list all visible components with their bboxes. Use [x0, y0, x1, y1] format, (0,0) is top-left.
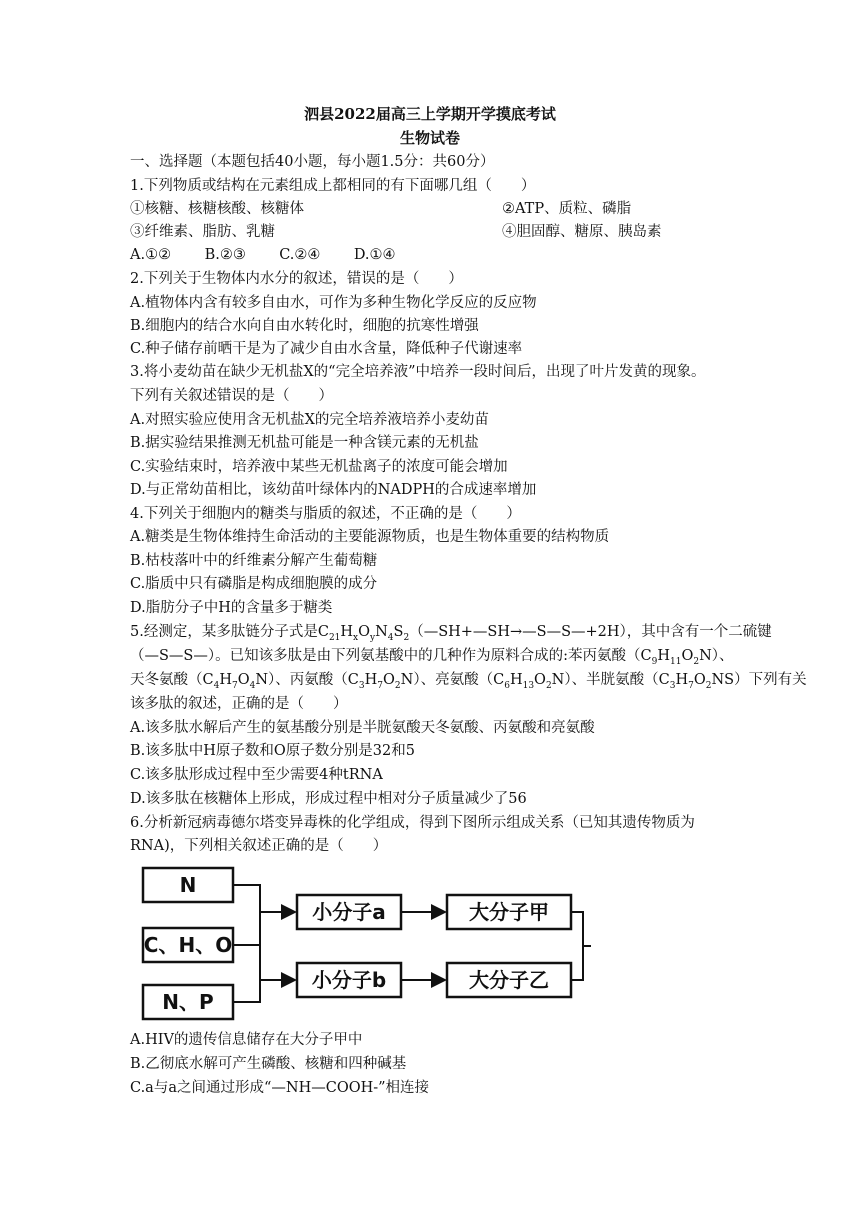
q1-stem: 1.下列物质或结构在元素组成上都相同的有下面哪几组（ ） [130, 178, 536, 194]
q1-option-a: A.①② [130, 247, 172, 263]
q1-items-row2 [130, 222, 750, 242]
q5-stem-line4: 该多肽的叙述，正确的是（ ） [130, 696, 348, 712]
q5-option-c: C.该多肽形成过程中至少需要4种tRNA [130, 767, 383, 783]
q5-option-d: D.该多肽在核糖体上形成，形成过程中相对分子质量减少了56 [130, 791, 527, 807]
diagram-label-cho: C、H、O [143, 933, 233, 957]
q3-option-d: D.与正常幼苗相比，该幼苗叶绿体内的NADPH的合成速率增加 [130, 482, 537, 498]
diagram-label-big-yi: 大分子乙 [469, 968, 549, 992]
q5-stem-line1: 5.经测定，某多肽链分子式是$C_{21}H_xO_yN_4S_2(—SH+—SH\to—S—S—+2H)$，其中含有一个二硫键 [130, 624, 772, 643]
diagram-label-small-a: 小分子a [312, 900, 386, 924]
q3-stem-line1: 3.将小麦幼苗在缺少无机盐X的“完全培养液”中培养一段时间后，出现了叶片发黄的现象。 [130, 364, 706, 380]
q1-options [130, 245, 750, 265]
q1-option-d: D.①④ [353, 247, 396, 263]
q1-option-b: B.②③ [204, 247, 246, 263]
exam-title: 泗县2022届高三上学期开学摸底考试 [304, 105, 556, 123]
q1-item-2: ②ATP、质粒、磷脂 [502, 201, 632, 217]
q5-stem-line3: 天冬氨酸$(C_4H_7O_4N)$、丙氨酸$(C_3H_7O_2N)$、亮氨酸$(C_6H_{13}O_2N)$、半胱氨酸$(C_3H_7O_2NS)$下列有关 [130, 672, 807, 691]
q1-items-row1 [130, 199, 750, 219]
q4-option-d: D.脂肪分子中H的含量多于糖类 [130, 600, 333, 616]
q1-item-1: ①核糖、核糖核酸、核糖体 [130, 201, 304, 217]
exam-subtitle: 生物试卷 [399, 129, 460, 147]
q1-option-c: C.②④ [279, 247, 321, 263]
diagram-label-big-jia: 大分子甲 [469, 900, 549, 924]
q6-option-c: C.a与a之间通过形成“—NH—COOH-”相连接 [130, 1080, 430, 1096]
q5-stem-line2: （—S—S—）。已知该多肽是由下列氨基酸中的几种作为原料合成的:苯丙氨酸$(C_9H_{11}O_2N)$、 [130, 648, 734, 667]
q6-option-a: A.HIV的遗传信息储存在大分子甲中 [130, 1032, 363, 1048]
q3-option-b: B.据实验结果推测无机盐可能是一种含镁元素的无机盐 [130, 435, 479, 451]
q2-stem: 2.下列关于生物体内水分的叙述，错误的是（ ） [130, 271, 463, 287]
q3-option-c: C.实验结束时，培养液中某些无机盐离子的浓度可能会增加 [130, 459, 508, 475]
section-heading: 一、选择题（本题包括40小题，每小题1.5分：共60分） [130, 154, 495, 170]
q1-item-3: ③纤维素、脂肪、乳糖 [130, 224, 275, 240]
q1-item-4: ④胆固醇、糖原、胰岛素 [502, 224, 662, 240]
q4-option-b: B.枯枝落叶中的纤维素分解产生葡萄糖 [130, 553, 378, 569]
diagram-label-n: N [179, 873, 197, 897]
q6-option-b: B.乙彻底水解可产生磷酸、核糖和四种碱基 [130, 1056, 407, 1072]
q4-option-c: C.脂质中只有磷脂是构成细胞膜的成分 [130, 576, 378, 592]
q6-stem-line1: 6.分析新冠病毒德尔塔变异毒株的化学组成，得到下图所示组成关系（已知其遗传物质为 [130, 815, 695, 831]
q4-stem: 4.下列关于细胞内的糖类与脂质的叙述，不正确的是（ ） [130, 506, 521, 522]
q3-stem-line2: 下列有关叙述错误的是（ ） [130, 388, 333, 404]
q5-option-b: B.该多肽中H原子数和O原子数分别是32和5 [130, 743, 415, 759]
q2-option-b: B.细胞内的结合水向自由水转化时，细胞的抗寒性增强 [130, 318, 479, 334]
q5-option-a: A.该多肽水解后产生的氨基酸分别是半胱氨酸天冬氨酸、丙氨酸和亮氨酸 [130, 720, 595, 736]
diagram-label-np: N、P [162, 990, 214, 1014]
composition-diagram [135, 858, 595, 1028]
diagram-label-small-b: 小分子b [311, 968, 387, 992]
q4-option-a: A.糖类是生物体维持生命活动的主要能源物质，也是生物体重要的结构物质 [130, 529, 610, 545]
q3-option-a: A.对照实验应使用含无机盐X的完全培养液培养小麦幼苗 [130, 412, 489, 428]
q6-stem-line2: RNA)，下列相关叙述正确的是（ ） [130, 838, 388, 854]
q2-option-a: A.植物体内含有较多自由水，可作为多种生物化学反应的反应物 [130, 295, 537, 311]
q2-option-c: C.种子储存前晒干是为了减少自由水含量，降低种子代谢速率 [130, 341, 523, 357]
